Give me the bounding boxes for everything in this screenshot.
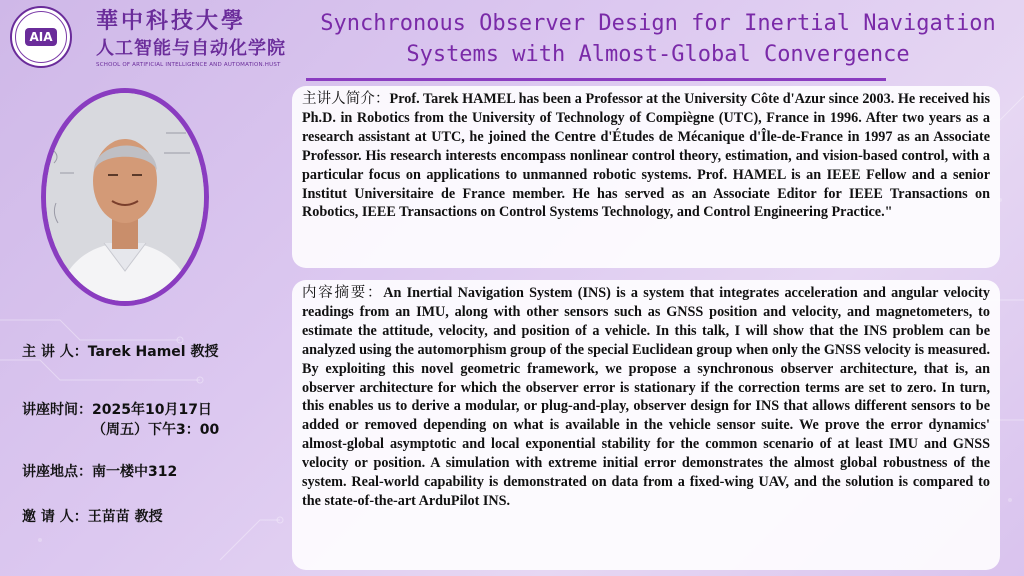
location-label: 讲座地点： xyxy=(22,464,92,480)
speaker-info xyxy=(22,342,218,362)
speaker-name: Tarek Hamel 教授 xyxy=(87,344,219,360)
talk-title-line1: Synchronous Observer Design for Inertial Navigation xyxy=(320,11,996,36)
host-info xyxy=(22,507,163,527)
university-name: 華中科技大學 xyxy=(96,8,247,34)
host-label: 邀 请 人： xyxy=(22,509,88,525)
abstract-panel xyxy=(292,280,1000,570)
location-info xyxy=(22,462,177,482)
host-name: 王苗苗 教授 xyxy=(87,509,163,525)
speaker-bio xyxy=(302,90,990,222)
talk-title xyxy=(300,8,1016,70)
time-info xyxy=(22,400,219,440)
school-name: 人工智能与自动化学院 xyxy=(96,38,286,59)
school-logo-ring xyxy=(15,11,67,63)
title-underline xyxy=(306,78,886,81)
bio-label: 主讲人简介： xyxy=(302,91,390,107)
abstract-text: An Inertial Navigation System (INS) is a system that integrates acceleration and angular velocity readings from an IMU, along with other sensors such as GNSS position and velocity, and magnetometers, to estimate the attitude, velocity, and position of a vehicle. In this talk, I will show that the INS problem can be analyzed using the automorphism group of the special Euclidean group when only the GNSS velocity is measured. By exploiting this novel geometric framework, we propose a synchronous observer architecture, that is, an observer architecture for which the observer error is stationary if the correction terms are set to zero. In turn, this enables us to derive a modular, or plug-and-play, observer design for INS that allows different sensors to be added or removed depending on what is available in the vehicle sensor suite. We prove the error dynamics' almost-global asymptotic and local exponential stability for the common scenario of at least IMU and GNSS velocity or position. A simulation with extreme initial error demonstrates the almost global robustness of the system. Real-world capability is demonstrated on data from a fixed-wing UAV, and the solution is compared to the state-of-the-art ArduPilot INS. xyxy=(302,285,990,509)
location-value: 南一楼中312 xyxy=(92,464,178,480)
logo-text: AIA xyxy=(25,28,56,46)
school-logo xyxy=(10,6,72,68)
time-date: 2025年10月17日 xyxy=(92,402,212,418)
speaker-bio-panel xyxy=(292,86,1000,268)
abstract-label: 内容摘要： xyxy=(302,285,384,301)
speaker-portrait-icon xyxy=(46,93,204,301)
time-label: 讲座时间： xyxy=(22,402,92,418)
speaker-photo xyxy=(41,88,209,306)
talk-title-line2: Systems with Almost-Global Convergence xyxy=(406,42,910,67)
school-name-english: SCHOOL OF ARTIFICIAL INTELLIGENCE AND AUTOMATION.HUST xyxy=(96,62,281,68)
speaker-label: 主 讲 人： xyxy=(22,344,88,360)
abstract xyxy=(302,284,990,511)
time-weekday: （周五）下午3：00 xyxy=(92,422,220,438)
bio-text: Prof. Tarek HAMEL has been a Professor at the University Côte d'Azur since 2003. He received his Ph.D. in Robotics from the University of Technology of Compiègne (UTC), France in 1996. After two years as a research assistant at UTC, he joined the Centre d'Études de Mécanique d'Île-de-France in 1997 as an Associate Professor. His research interests encompass nonlinear control theory, estimation, and vision-based control, with a particular focus on applications to unmanned robotic systems. Prof. HAMEL is an IEEE Fellow and a senior Institut Universitaire de France member. He has served as an Associate Editor for IEEE Transactions on Robotics, IEEE Transactions on Control Systems Technology, and Control Engineering Practice." xyxy=(302,91,990,221)
